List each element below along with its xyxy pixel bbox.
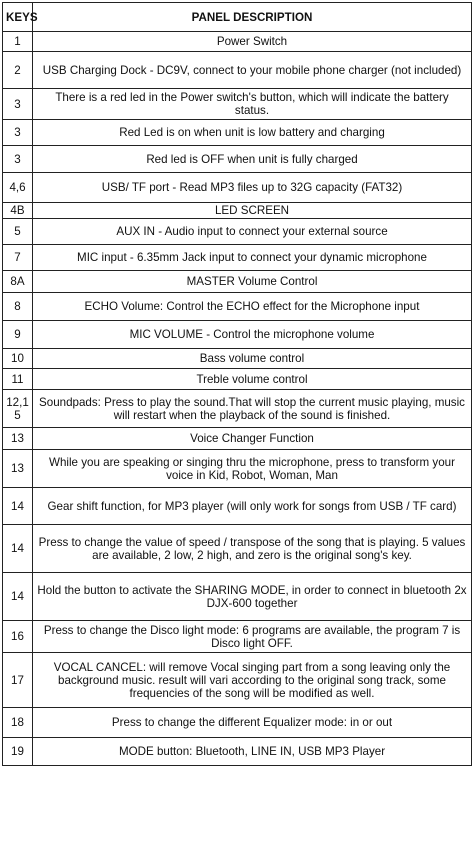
table-row — [3, 219, 472, 245]
table-row — [3, 621, 472, 653]
row-key: 13 — [3, 428, 33, 450]
row-description: VOCAL CANCEL: will remove Vocal singing part from a song leaving only the background music. result will vari according to the original song track, some frequencies of the song will be modified as well. — [33, 653, 472, 708]
row-description: Voice Changer Function — [33, 428, 472, 450]
row-description: Press to change the value of speed / transpose of the song that is playing. 5 values are available, 2 low, 2 high, and zero is the original song's key. — [33, 525, 472, 573]
row-description: Bass volume control — [33, 349, 472, 369]
table-row — [3, 390, 472, 428]
description-column-header: PANEL DESCRIPTION — [33, 3, 472, 32]
table-row — [3, 653, 472, 708]
row-description: Soundpads: Press to play the sound.That will stop the current music playing, music will restart when the playback of the sound is finished. — [33, 390, 472, 428]
row-description: Press to change the different Equalizer mode: in or out — [33, 708, 472, 738]
row-key: 13 — [3, 450, 33, 488]
table-row — [3, 52, 472, 89]
row-description: ECHO Volume: Control the ECHO effect for the Microphone input — [33, 293, 472, 321]
row-key: 14 — [3, 525, 33, 573]
row-description: Treble volume control — [33, 369, 472, 390]
row-key: 10 — [3, 349, 33, 369]
table-row — [3, 245, 472, 271]
row-key: 2 — [3, 52, 33, 89]
row-key: 3 — [3, 89, 33, 120]
row-description: MIC VOLUME - Control the microphone volume — [33, 321, 472, 349]
row-key: 7 — [3, 245, 33, 271]
row-key: 14 — [3, 488, 33, 525]
row-key: 12,15 — [3, 390, 33, 428]
row-key: 3 — [3, 120, 33, 146]
row-key: 19 — [3, 738, 33, 766]
row-description: LED SCREEN — [33, 203, 472, 219]
row-key: 3 — [3, 146, 33, 173]
row-description: Red Led is on when unit is low battery and charging — [33, 120, 472, 146]
table-row — [3, 488, 472, 525]
row-description: Power Switch — [33, 32, 472, 52]
table-row — [3, 293, 472, 321]
row-description: AUX IN - Audio input to connect your external source — [33, 219, 472, 245]
panel-description-table — [2, 2, 472, 766]
table-row — [3, 525, 472, 573]
table-row — [3, 203, 472, 219]
row-description: MASTER Volume Control — [33, 271, 472, 293]
row-key: 18 — [3, 708, 33, 738]
row-description: Press to change the Disco light mode: 6 programs are available, the program 7 is Disco light OFF. — [33, 621, 472, 653]
row-key: 4,6 — [3, 173, 33, 203]
row-description: Hold the button to activate the SHARING MODE, in order to connect in bluetooth 2x DJX-600 together — [33, 573, 472, 621]
table-row — [3, 271, 472, 293]
table-row — [3, 173, 472, 203]
row-description: USB/ TF port - Read MP3 files up to 32G capacity (FAT32) — [33, 173, 472, 203]
table-row — [3, 369, 472, 390]
row-key: 14 — [3, 573, 33, 621]
row-description: MODE button: Bluetooth, LINE IN, USB MP3 Player — [33, 738, 472, 766]
table-row — [3, 321, 472, 349]
row-key: 17 — [3, 653, 33, 708]
row-description: While you are speaking or singing thru the microphone, press to transform your voice in Kid, Robot, Woman, Man — [33, 450, 472, 488]
row-description: Red led is OFF when unit is fully charged — [33, 146, 472, 173]
table-header-row — [3, 3, 472, 32]
row-key: 8 — [3, 293, 33, 321]
table-row — [3, 738, 472, 766]
row-description: Gear shift function, for MP3 player (will only work for songs from USB / TF card) — [33, 488, 472, 525]
row-key: 4B — [3, 203, 33, 219]
table-row — [3, 573, 472, 621]
table-row — [3, 89, 472, 120]
table-row — [3, 32, 472, 52]
row-description: MIC input - 6.35mm Jack input to connect your dynamic microphone — [33, 245, 472, 271]
table-row — [3, 120, 472, 146]
table-row — [3, 146, 472, 173]
row-key: 8A — [3, 271, 33, 293]
table-row — [3, 349, 472, 369]
row-description: USB Charging Dock - DC9V, connect to your mobile phone charger (not included) — [33, 52, 472, 89]
table-row — [3, 708, 472, 738]
row-key: 16 — [3, 621, 33, 653]
row-key: 5 — [3, 219, 33, 245]
row-key: 1 — [3, 32, 33, 52]
row-key: 11 — [3, 369, 33, 390]
row-key: 9 — [3, 321, 33, 349]
keys-column-header: KEYS — [3, 3, 33, 32]
row-description: There is a red led in the Power switch's button, which will indicate the battery status. — [33, 89, 472, 120]
table-row — [3, 450, 472, 488]
table-row — [3, 428, 472, 450]
